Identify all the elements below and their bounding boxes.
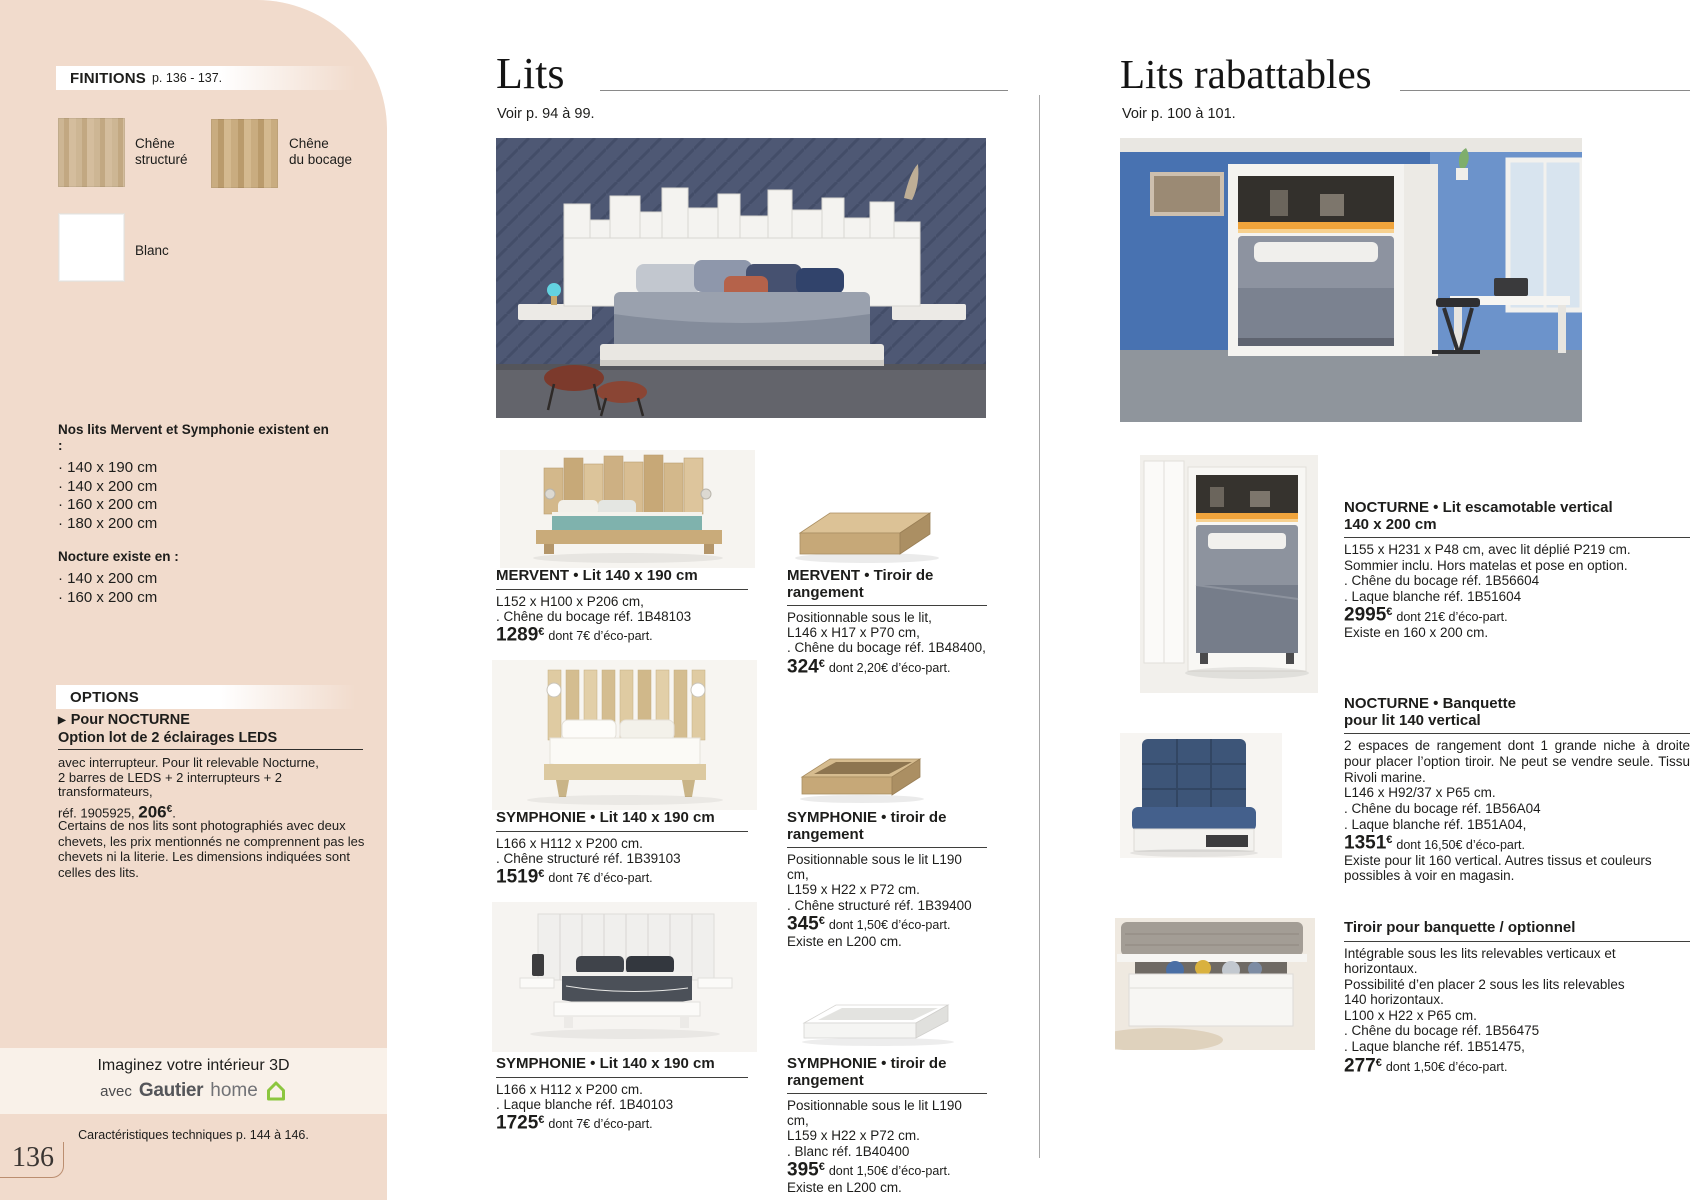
product-specs: [496, 1082, 748, 1112]
product-price: [496, 625, 748, 645]
product-spec-line: 140 horizontaux.: [1344, 992, 1444, 1008]
product-card-nocturne-lit: [1344, 500, 1690, 641]
product-spec-line: . Laque blanche réf. 1B51A04,: [1344, 816, 1527, 832]
product-spec-line: L159 x H22 x P72 cm.: [787, 1128, 920, 1144]
banner-brand-line: [0, 1080, 387, 1102]
price-note: dont 21€ d’éco-part.: [1396, 609, 1508, 624]
options-title: OPTIONS: [70, 688, 139, 706]
symphonie-bed-chene-photo: [492, 660, 757, 810]
product-card-symphonie-tiroir-2: [787, 1056, 987, 1195]
finitions-header: [56, 66, 356, 90]
title-rule: [1344, 941, 1690, 942]
product-card-symphonie-lit-1: [496, 810, 748, 887]
price-note: dont 7€ d’éco-part.: [548, 871, 653, 886]
product-extra-line: Existe en L200 cm.: [787, 1179, 902, 1195]
euro-symbol: €: [818, 657, 825, 670]
product-title: NOCTURNE • Lit escamotable vertical: [1344, 499, 1613, 516]
symphonie-bed-blanc-photo: [492, 902, 757, 1052]
price-note: dont 7€ d’éco-part.: [548, 629, 653, 644]
product-card-tiroir-banquette: [1344, 920, 1690, 1075]
nocture-sizes-list: [58, 570, 333, 607]
option-ref: réf. 1905925,: [58, 804, 135, 820]
product-title: MERVENT • Lit 140 x 190 cm: [496, 567, 698, 584]
option-name: Option lot de 2 éclairages LEDS: [58, 730, 278, 746]
banner-line-3d: Imaginez votre intérieur 3D: [97, 1057, 290, 1074]
option-desc-line: 2 barres de LEDS + 2 interrupteurs + 2 transformateurs,: [58, 769, 283, 799]
sidebar-disclaimer: Certains de nos lits sont photographiés avec deux chevets, les prix mentionnés ne comprennent pas les chevets ni la literie. Les dimensions indiquées sont celles des lits.: [58, 818, 365, 880]
product-specs: [496, 594, 748, 624]
section-title-lits: Lits: [496, 49, 565, 98]
product-price: [787, 657, 987, 677]
size-option: · 140 x 200 cm: [58, 478, 333, 497]
options-header: [56, 685, 356, 709]
product-spec-line: . Chêne structuré réf. 1B39400: [787, 897, 972, 913]
price-note: dont 7€ d’éco-part.: [548, 1117, 653, 1132]
play-arrow-icon: ▶: [58, 715, 66, 726]
home-icon: [265, 1080, 287, 1102]
gautier-home-banner: [0, 1048, 387, 1114]
price-amount: 345: [787, 913, 819, 935]
finitions-title: FINITIONS: [70, 69, 146, 87]
section-rule: [600, 90, 1008, 91]
product-spec-line: Intégrable sous les lits relevables verticaux et: [1344, 945, 1616, 961]
product-spec-line: . Chêne du bocage réf. 1B56604: [1344, 573, 1540, 589]
sizes-heading: Nos lits Mervent et Symphonie existent en :: [58, 422, 329, 453]
title-rule: [496, 589, 748, 590]
swatch-chene-structure: [58, 118, 125, 187]
product-card-symphonie-lit-2: [496, 1056, 748, 1133]
product-card-mervent-tiroir: [787, 568, 987, 676]
finitions-pages: p. 136 - 137.: [151, 71, 223, 85]
product-spec-line: L159 x H22 x P72 cm.: [787, 882, 920, 898]
price-note: dont 2,20€ d’éco-part.: [828, 661, 951, 676]
section-subtitle: Voir p. 100 à 101.: [1122, 106, 1236, 122]
section-rule: [1400, 90, 1690, 91]
column-divider: [1039, 95, 1040, 1158]
product-extra-line: Existe pour lit 160 vertical. Autres tissus et couleurs possibles à voir en magasin.: [1344, 852, 1652, 884]
product-spec-line: Positionnable sous le lit L190 cm,: [787, 1098, 962, 1129]
price-amount: 277: [1344, 1055, 1376, 1077]
product-specs: [787, 610, 987, 656]
euro-symbol: €: [538, 1113, 545, 1126]
product-extra: [1344, 853, 1690, 884]
title-rule: [496, 831, 748, 832]
product-title: SYMPHONIE • Lit 140 x 190 cm: [496, 1055, 715, 1072]
product-spec-line: Possibilité d’en placer 2 sous les lits relevables: [1344, 976, 1625, 992]
price-amount: 1289: [496, 624, 539, 646]
product-title-line2: pour lit 140 vertical: [1344, 711, 1481, 729]
product-spec-line: . Chêne structuré réf. 1B39103: [496, 850, 681, 866]
sizes-list: [58, 459, 333, 533]
gautier-logo-text: Gautier: [138, 1080, 204, 1101]
product-extra: [787, 934, 987, 949]
option-desc-line: avec interrupteur. Pour lit relevable Nocturne,: [58, 755, 319, 770]
swatch-blanc: [58, 213, 125, 282]
product-title-line2: 140 x 200 cm: [1344, 515, 1437, 533]
price-amount: 324: [787, 656, 819, 678]
price-amount: 1519: [496, 866, 539, 888]
price-note: dont 16,50€ d’éco-part.: [1396, 837, 1525, 852]
product-title: NOCTURNE • Banquette: [1344, 695, 1516, 712]
product-spec-line: . Laque blanche réf. 1B51475,: [1344, 1039, 1525, 1055]
swatch-label: [135, 243, 169, 259]
product-spec-line: . Blanc réf. 1B40400: [787, 1143, 910, 1159]
swatch-label: [289, 136, 352, 168]
title-rule: [787, 1093, 987, 1094]
product-spec-line: horizontaux.: [1344, 961, 1418, 977]
euro-symbol: €: [538, 867, 545, 880]
swatch-label-line: Chêne: [135, 136, 175, 151]
option-for: Pour NOCTURNE: [70, 712, 190, 728]
product-price: [787, 914, 987, 934]
price-amount: 1351: [1344, 832, 1387, 854]
product-spec-line: Positionnable sous le lit L190 cm,: [787, 852, 962, 883]
gautier-home-text: home: [210, 1080, 258, 1101]
nocturne-banquette-photo: [1120, 733, 1282, 858]
lits-rabattables-hero-photo: [1120, 138, 1582, 422]
section-title-lits-rabattables: Lits rabattables: [1120, 51, 1372, 97]
euro-symbol: €: [166, 803, 173, 815]
option-for-line: [58, 712, 368, 730]
euro-symbol: €: [1375, 1056, 1382, 1069]
tiroir-banquette-photo: [1115, 918, 1315, 1050]
nocture-heading: Nocture existe en :: [58, 549, 179, 564]
product-specs: [496, 836, 748, 866]
product-price: [496, 1113, 748, 1133]
swatch-label-line: du bocage: [289, 152, 353, 167]
product-extra-line: Existe en 160 x 200 cm.: [1344, 625, 1489, 641]
size-option: · 140 x 190 cm: [58, 459, 333, 478]
symphonie-tiroir-chene-photo: [788, 745, 933, 807]
product-spec-line: L152 x H100 x P206 cm,: [496, 593, 644, 609]
banner-avec: avec: [100, 1082, 132, 1100]
product-spec-line: . Laque blanche réf. 1B51604: [1344, 588, 1522, 604]
product-spec-line: L155 x H231 x P48 cm, avec lit déplié P219 cm.: [1344, 542, 1631, 557]
swatch-label-line: Chêne: [289, 136, 329, 151]
product-spec-line: . Chêne du bocage réf. 1B56475: [1344, 1023, 1540, 1039]
size-option: · 160 x 200 cm: [58, 589, 333, 608]
product-price: [787, 1160, 987, 1180]
price-amount: 2995: [1344, 604, 1387, 626]
price-note: dont 1,50€ d’éco-part.: [828, 918, 951, 933]
product-spec-line: L166 x H112 x P200 cm.: [496, 1081, 643, 1097]
product-spec-line: Positionnable sous le lit,: [787, 610, 932, 625]
price-amount: 395: [787, 1159, 819, 1181]
product-spec-line: . Chêne du bocage réf. 1B48400,: [787, 640, 986, 656]
product-price: [1344, 833, 1690, 853]
page-number: 136: [12, 1142, 54, 1173]
product-card-mervent-lit: [496, 568, 748, 645]
swatch-chene-du-bocage: [211, 119, 278, 188]
product-specs: [1344, 946, 1690, 1055]
mervent-bed-photo: [500, 450, 755, 568]
euro-symbol: €: [1386, 606, 1393, 619]
price-note: dont 1,50€ d’éco-part.: [1385, 1060, 1508, 1075]
product-extra: [787, 1180, 987, 1195]
section-subtitle: Voir p. 94 à 99.: [497, 106, 595, 122]
product-spec-line: . Chêne du bocage réf. 1B48103: [496, 608, 692, 624]
product-spec-line: L146 x H92/37 x P65 cm.: [1344, 785, 1496, 801]
euro-symbol: €: [818, 1160, 825, 1173]
swatch-label-line: structuré: [135, 152, 188, 167]
price-amount: 1725: [496, 1112, 539, 1134]
product-extra-line: Existe en L200 cm.: [787, 933, 902, 949]
euro-symbol: €: [1386, 834, 1393, 847]
title-rule: [787, 847, 987, 848]
product-price: [1344, 605, 1690, 625]
product-description: 2 espaces de rangement dont 1 grande niche à droite pour placer l’option tiroir. Ne peut se vendre seule. Tissu Rivoli marine.: [1344, 738, 1690, 785]
lits-hero-photo: [496, 138, 986, 418]
product-specs: [1344, 785, 1690, 832]
product-spec-line: . Chêne du bocage réf. 1B56A04: [1344, 800, 1541, 816]
product-spec-line: L146 x H17 x P70 cm,: [787, 625, 920, 641]
swatch-label: [135, 136, 188, 168]
product-specs: [787, 1098, 987, 1159]
option-price-amount: 206: [138, 801, 167, 821]
product-card-nocturne-banquette: [1344, 696, 1690, 884]
product-specs: [787, 852, 987, 913]
product-spec-line: . Laque blanche réf. 1B40103: [496, 1096, 674, 1112]
title-rule: [1344, 537, 1690, 538]
product-price: [1344, 1056, 1690, 1076]
title-rule: [787, 605, 987, 606]
swatch-label-line: Blanc: [135, 243, 169, 258]
sizes-block: [58, 422, 333, 607]
size-option: · 160 x 200 cm: [58, 496, 333, 515]
product-price: [496, 867, 748, 887]
option-price-end: .: [172, 804, 176, 820]
tech-note: Caractéristiques techniques p. 144 à 146.: [78, 1128, 309, 1142]
product-spec-line: L166 x H112 x P200 cm.: [496, 835, 643, 851]
title-rule: [496, 1077, 748, 1078]
product-extra: [1344, 625, 1690, 641]
product-card-symphonie-tiroir-1: [787, 810, 987, 949]
product-title: SYMPHONIE • tiroir de rangement: [787, 1055, 947, 1089]
size-option: · 180 x 200 cm: [58, 515, 333, 534]
product-title: Tiroir pour banquette / optionnel: [1344, 919, 1576, 936]
product-title: SYMPHONIE • tiroir de rangement: [787, 809, 947, 843]
product-specs: [1344, 542, 1690, 604]
option-rule: [58, 749, 363, 750]
mervent-tiroir-photo: [782, 495, 947, 567]
product-spec-line: L100 x H22 x P65 cm.: [1344, 1007, 1477, 1023]
product-title: SYMPHONIE • Lit 140 x 190 cm: [496, 809, 715, 826]
options-block: [58, 712, 368, 822]
product-title: MERVENT • Tiroir de rangement: [787, 567, 934, 601]
symphonie-tiroir-blanc-photo: [788, 995, 963, 1050]
size-option: · 140 x 200 cm: [58, 570, 333, 589]
price-note: dont 1,50€ d’éco-part.: [828, 1164, 951, 1179]
product-spec-line: Sommier inclu. Hors matelas et pose en option.: [1344, 557, 1628, 573]
title-rule: [1344, 733, 1690, 734]
euro-symbol: €: [818, 914, 825, 927]
nocturne-lit-photo: [1140, 455, 1318, 693]
euro-symbol: €: [538, 625, 545, 638]
